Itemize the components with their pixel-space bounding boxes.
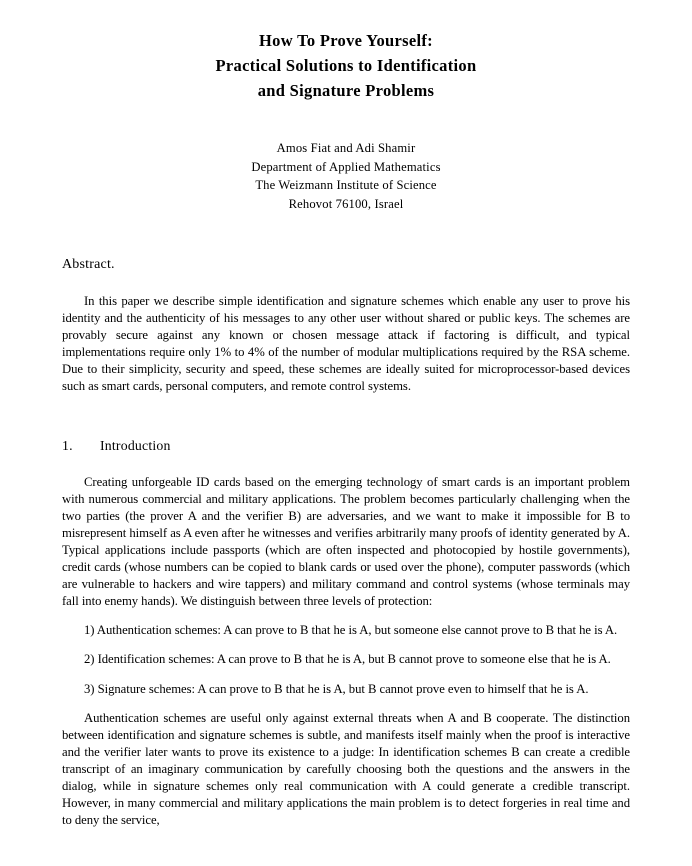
paragraph-intro: Creating unforgeable ID cards based on the emerging technology of smart cards is an important problem with numerous commercial and military applications. The problem becomes particularly challenging when the two parties (the prover A and the verifier B) are adversaries, and we want to make it impossible for B to misrepresent himself as A even after he witnesses and verifies arbitrarily many proofs of identity generated by A. Typical applications include passports (which are often inspected and photocopied by hostile governments), credit cards (whose numbers can be copied to blank cards or used over the phone), computer passwords (which are vulnerable to hackers and wire tappers) and military command and control systems (whose terminals may fall into enemy hands). We distinguish between three levels of protection: — [62, 474, 630, 609]
title-line-2: Practical Solutions to Identification — [215, 56, 477, 75]
author-affiliation-block — [62, 139, 630, 213]
section-heading — [62, 438, 630, 454]
affiliation-institute: The Weizmann Institute of Science — [255, 178, 437, 192]
title-line-1: How To Prove Yourself: — [259, 31, 433, 50]
abstract-heading: Abstract. — [62, 257, 115, 272]
paper-title — [62, 28, 630, 103]
affiliation-department: Department of Applied Mathematics — [251, 159, 441, 174]
author-names: Amos Fiat and Adi Shamir — [276, 141, 416, 155]
abstract-text: In this paper we describe simple identification and signature schemes which enable any user to prove his identity and the authenticity of his messages to any other user without shared or public keys. The schemes are provably secure against any known or chosen message attack if factoring is difficult, and typical implementations require only 1% to 4% of the number of modular multiplications required by the RSA scheme. Due to their simplicity, security and speed, these schemes are ideally suited for microprocessor-based devices such as smart cards, personal computers, and remote control systems. — [62, 294, 630, 394]
page-content — [62, 24, 630, 829]
section-number: 1. — [62, 437, 73, 453]
paragraph-authentication: 1) Authentication schemes: A can prove to B that he is A, but someone else cannot prove to B that he is A. — [84, 623, 618, 638]
paragraph-identification: 2) Identification schemes: A can prove to B that he is A, but B cannot prove to someone else that he is A. — [84, 652, 611, 667]
affiliation-address: Rehovot 76100, Israel — [288, 196, 404, 211]
paragraph-discussion: Authentication schemes are useful only against external threats when A and B cooperate. The distinction between identification and signature schemes is subtle, and manifests itself mainly when the proof is interactive and the verifier later wants to prove its existence to a judge: In identification schemes B can create a credible transcript of an imaginary communication by carefully choosing both the questions and the answers in the dialog, while in signature schemes only real communication with A could generate a credible transcript. However, in many commercial and military applications the main problem is to detect forgeries in real time and to deny the service, — [62, 710, 630, 828]
section-title: Introduction — [100, 437, 171, 453]
paragraph-signature: 3) Signature schemes: A can prove to B that he is A, but B cannot prove even to himself that he is A. — [84, 681, 589, 696]
title-line-3: and Signature Problems — [257, 81, 435, 100]
